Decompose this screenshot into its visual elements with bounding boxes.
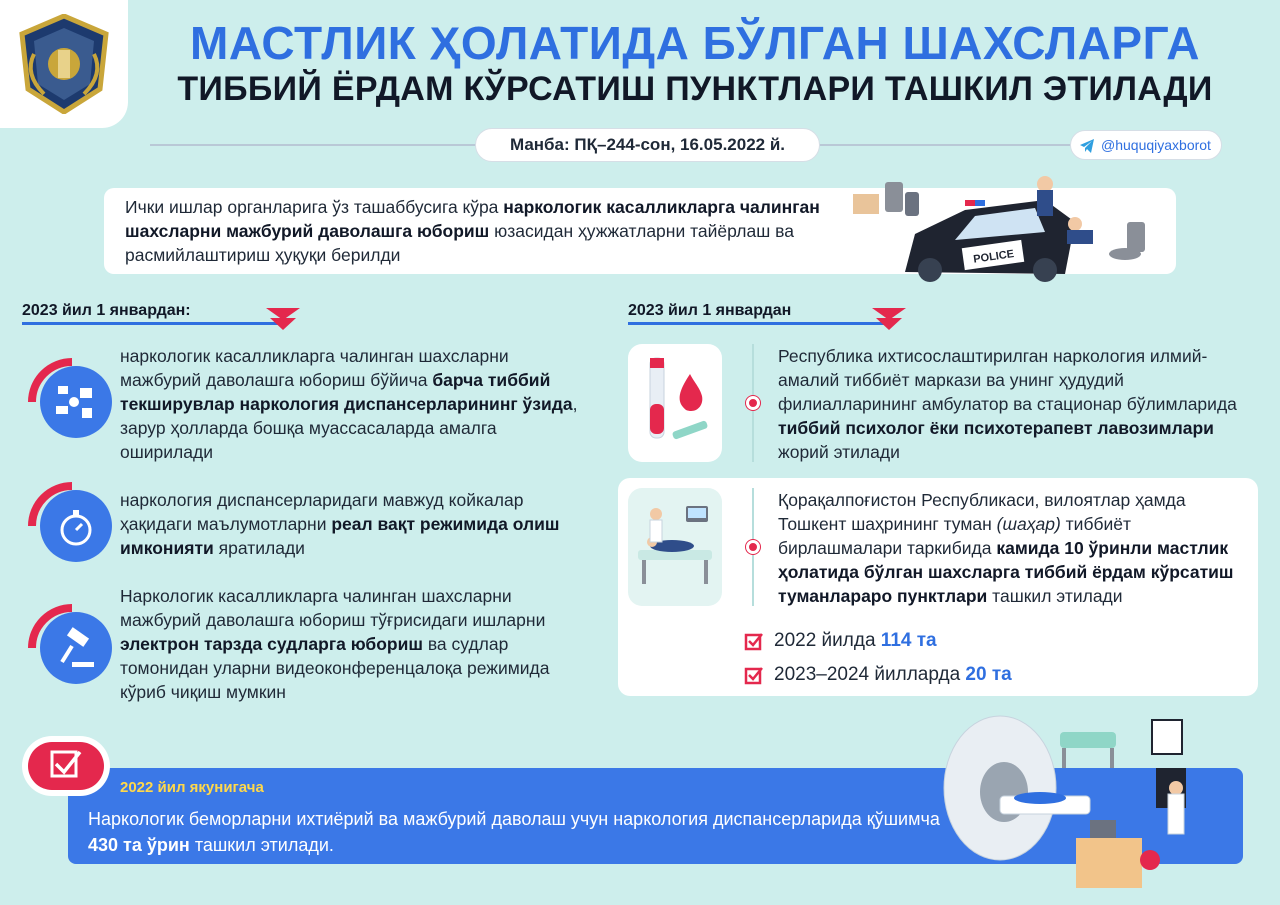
timeline-dot xyxy=(746,396,760,410)
stopwatch-circle xyxy=(28,482,116,570)
left-item-1-text xyxy=(120,344,590,464)
left-item-2-text xyxy=(120,488,590,560)
arrow-down-icon xyxy=(266,308,300,332)
check-label: 2023–2024 йилларда xyxy=(774,664,966,685)
checkbox-icon xyxy=(744,631,764,651)
text-part: Қорақалпоғистон Республикаси, вилоятлар ҳамда Тошкент шаҳрининг туман xyxy=(778,490,1186,534)
text-part: Республика ихтисослаштирилган наркология илмий-амалий тиббиёт маркази ва унинг ҳудудий филиалларининг амбулатор ва стационар бўлимларида xyxy=(778,346,1237,414)
text-part: жорий этилади xyxy=(778,442,900,462)
text-bold: электрон тарзда судларга юбориш xyxy=(120,634,423,654)
bottom-label: 2022 йил якунигача xyxy=(120,779,264,796)
blood-test-tile xyxy=(628,344,722,462)
text-bold: реал вақт режимида олиш имконияти xyxy=(120,514,560,558)
arrow-down-icon xyxy=(872,308,906,332)
text-bold: камида 10 ўринли мастлик ҳолатида бўлган шахсларга тиббий ёрдам кўрсатиш туманлараро пунктлари xyxy=(778,538,1234,606)
right-heading-underline xyxy=(628,322,890,325)
check-value: 20 та xyxy=(965,664,1012,685)
left-heading-underline xyxy=(22,322,282,325)
text-italic: (шаҳар) xyxy=(996,514,1061,534)
police-label: POLICE xyxy=(972,248,1015,266)
telegram-icon xyxy=(1079,138,1095,154)
left-section-heading: 2023 йил 1 январдан: xyxy=(22,302,191,319)
patient-treatment-icon xyxy=(628,488,722,606)
text-part: ташкил этилади. xyxy=(189,835,334,855)
text-part: ва судлар томонидан уларни видеоконференцалоқа режимида кўриб чиқиш мумкин xyxy=(120,634,550,702)
check-item-2022 xyxy=(744,630,937,652)
checkmark-icon xyxy=(28,742,104,790)
source-badge: Манба: ПҚ–244-сон, 16.05.2022 й. xyxy=(475,128,820,162)
check-badge xyxy=(22,736,110,796)
check-label: 2022 йилда xyxy=(774,630,881,651)
text-bold: барча тиббий текширувлар наркология диспансерларининг ўзида xyxy=(120,370,573,414)
left-item-3-text xyxy=(120,584,590,704)
page-title-line1: МАСТЛИК ҲОЛАТИДА БЎЛГАН ШАХСЛАРГА xyxy=(190,17,1200,69)
checkbox-icon xyxy=(744,665,764,685)
text-part: наркологик касалликларга чалинган шахсларни мажбурий даволашга юбориш бўйича xyxy=(120,346,509,390)
text-part: , зарур ҳолларда бошқа муассасаларда амалга оширилади xyxy=(120,394,578,462)
telegram-handle: @huquqiyaxborot xyxy=(1101,137,1211,153)
text-part: Наркологик беморларни ихтиёрий ва мажбурий даволаш учун наркология диспансерларида қўшимча xyxy=(88,809,940,829)
police-car-illustration xyxy=(845,162,1165,292)
text-bold: 430 та ўрин xyxy=(88,835,190,855)
ministry-emblem-icon xyxy=(14,14,114,114)
stopwatch-icon xyxy=(28,482,116,570)
check-item-2023-2024 xyxy=(744,664,1012,686)
treatment-tile xyxy=(628,488,722,606)
text-bold: тиббий психолог ёки психотерапевт лавозимлари xyxy=(778,418,1214,438)
intro-text-part: Ички ишлар органларига ўз ташаббусига кўра xyxy=(125,197,504,217)
page-title-line2: ТИББИЙ ЁРДАМ КЎРСАТИШ ПУНКТЛАРИ ТАШКИЛ ЭТИЛАДИ xyxy=(177,70,1213,108)
text-part: наркология диспансерларидаги мавжуд койкалар ҳақидаги маълумотларни xyxy=(120,490,524,534)
text-part: тиббиёт бирлашмалари таркибида xyxy=(778,514,1132,558)
check-value: 114 та xyxy=(880,630,937,651)
gavel-circle xyxy=(28,604,116,692)
network-icon xyxy=(28,358,116,446)
text-part: ташкил этилади xyxy=(987,586,1123,606)
right-section-heading: 2023 йил 1 январдан xyxy=(628,302,792,319)
right-item-2-text xyxy=(778,488,1248,608)
intro-text-part: юзасидан ҳужжатларни тайёрлаш ва расмийлаштириш ҳуқуқи берилди xyxy=(125,221,794,265)
bottom-text xyxy=(88,806,948,858)
mri-room-illustration xyxy=(940,708,1190,900)
network-circle xyxy=(28,358,116,446)
timeline-dot xyxy=(746,540,760,554)
telegram-link[interactable] xyxy=(1070,130,1222,160)
gavel-icon xyxy=(28,604,116,692)
intro-text-bold: наркологик касалликларга чалинган шахсларни мажбурий даволашга юбориш xyxy=(125,197,820,241)
blood-test-icon xyxy=(628,344,722,462)
text-part: Наркологик касалликларга чалинган шахсларни мажбурий даволашга юбориш тўғрисидаги ишларни xyxy=(120,586,546,630)
text-part: яратилади xyxy=(213,538,305,558)
right-item-1-text xyxy=(778,344,1248,464)
intro-text xyxy=(125,195,825,267)
logo-panel xyxy=(0,0,128,128)
